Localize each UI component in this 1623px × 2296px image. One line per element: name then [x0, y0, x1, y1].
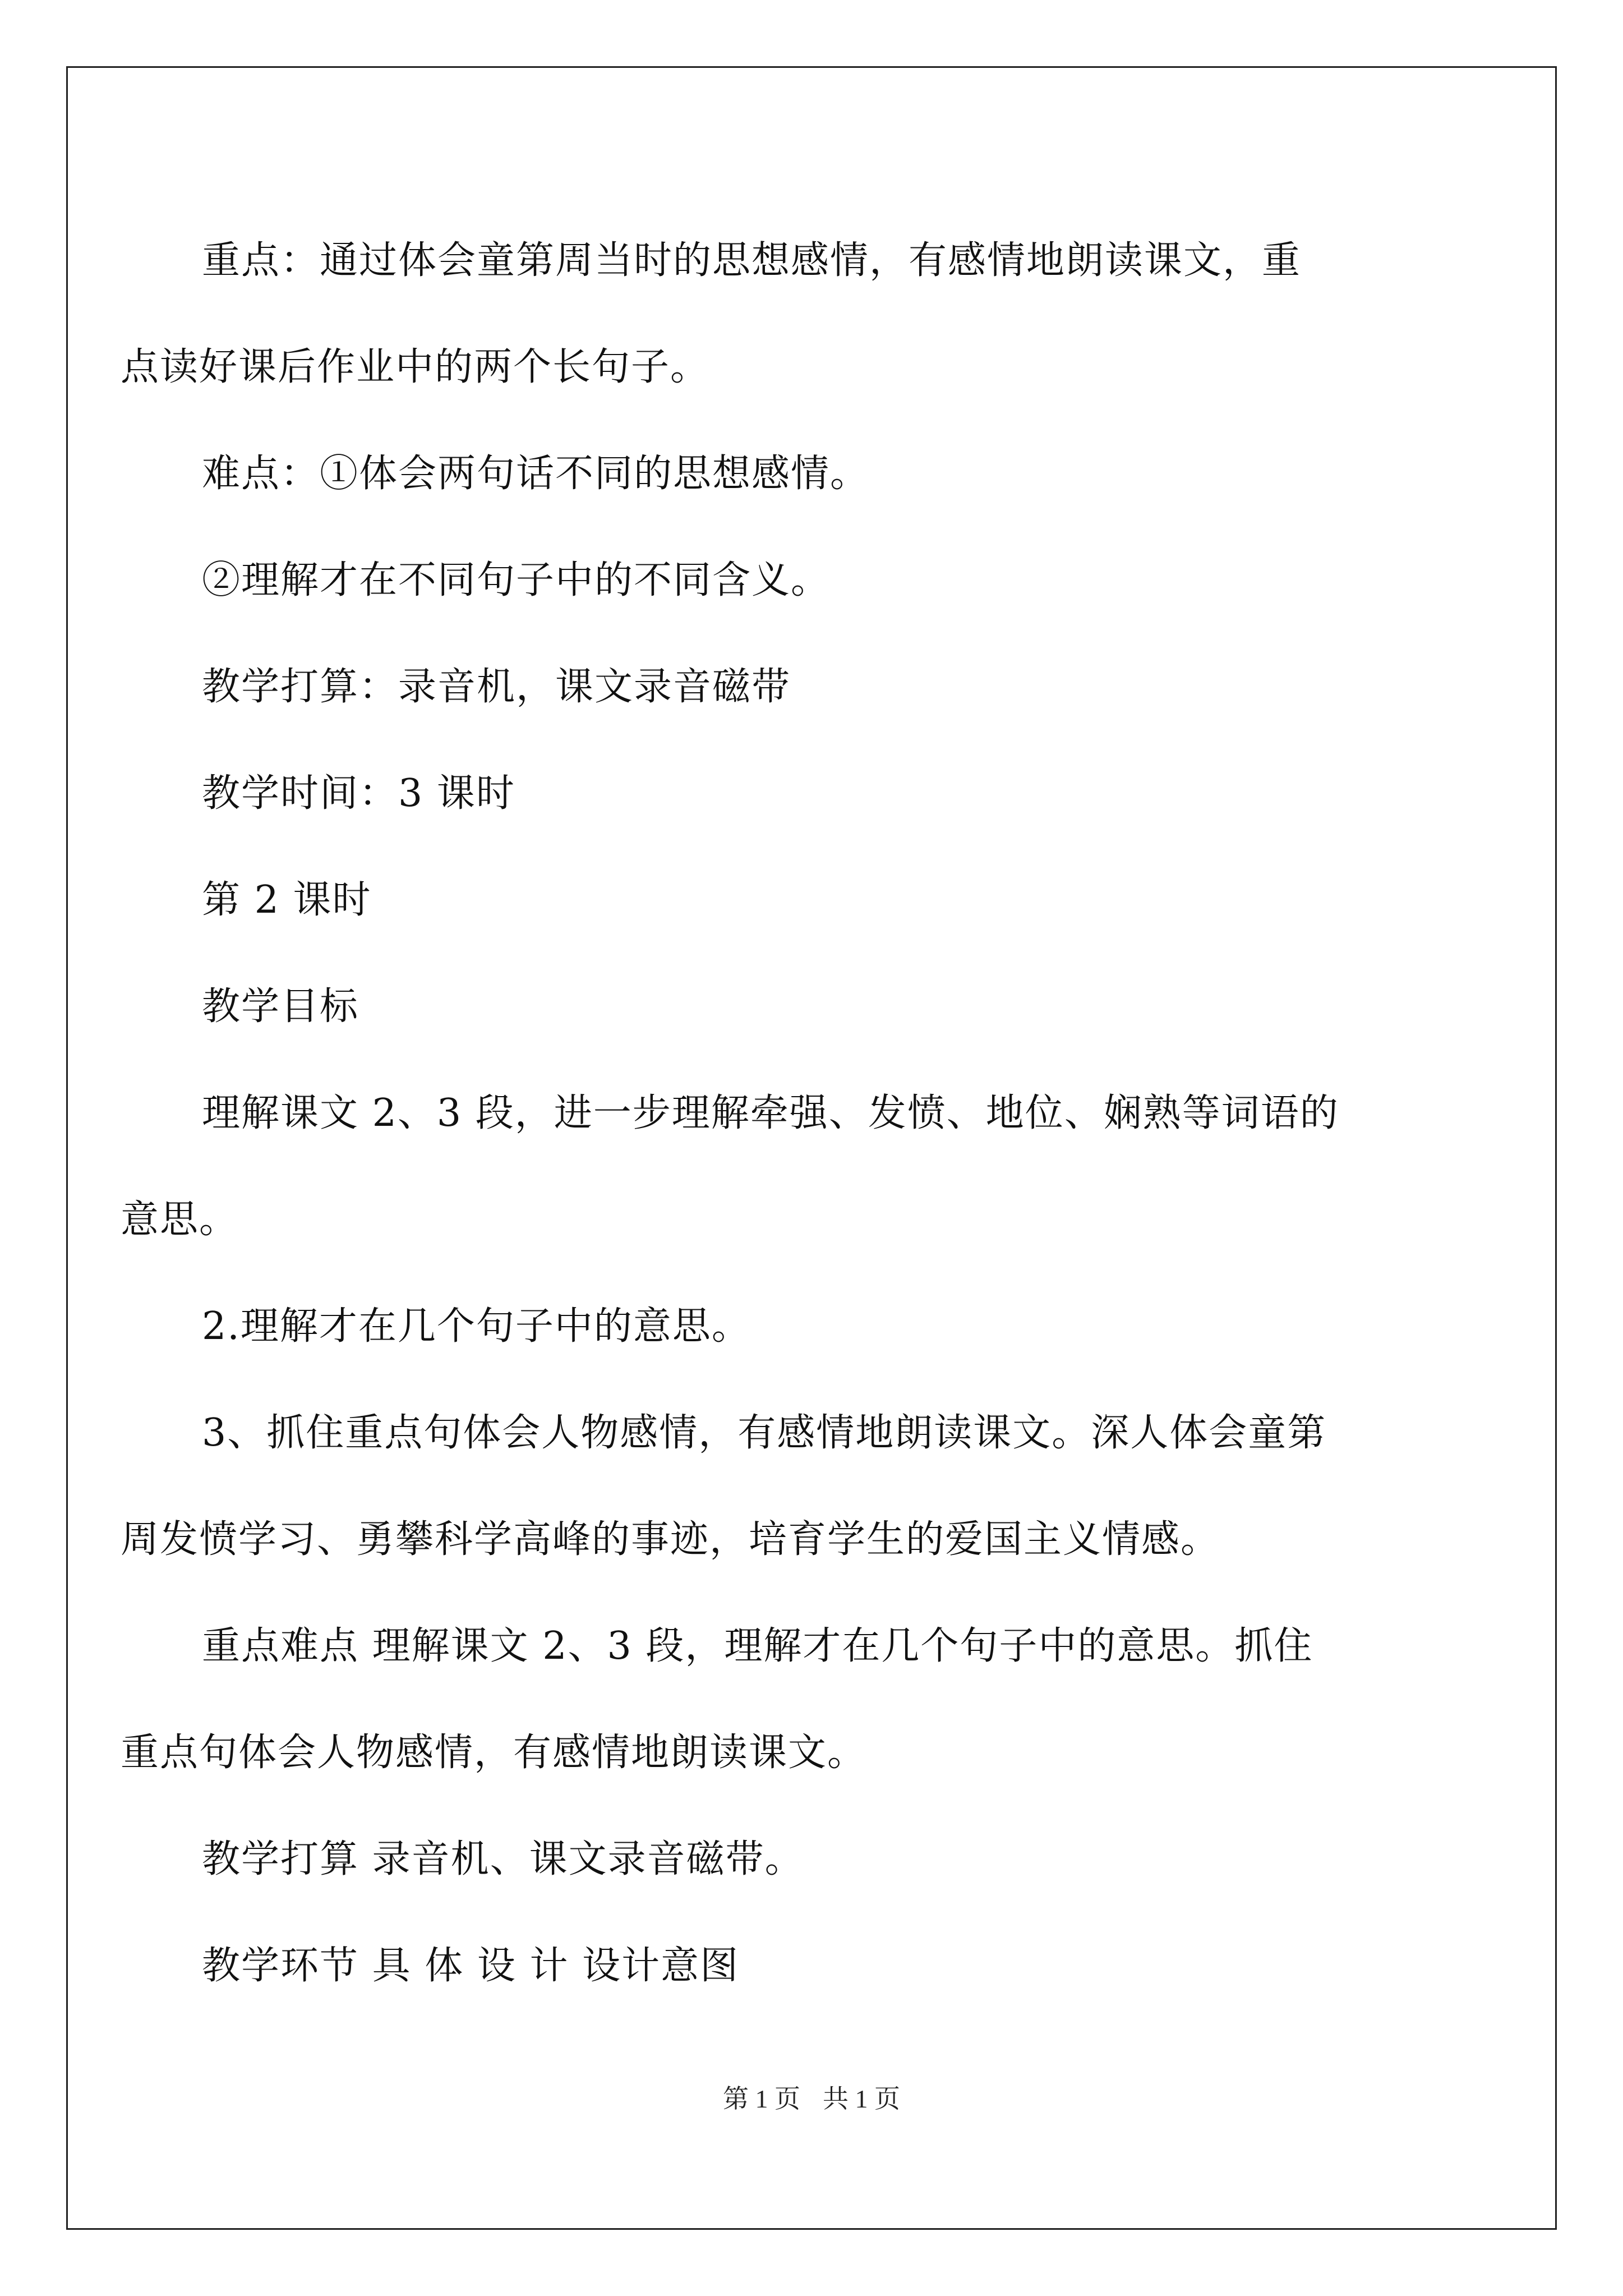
- paragraph-teaching-time: [202, 740, 1436, 847]
- page-number: 第 1 页: [723, 2085, 800, 2113]
- paragraph-teaching-goals-heading: [202, 954, 1436, 1060]
- paragraph-line: 教学打算 录音机、课文录音磁带。: [202, 1837, 804, 1881]
- paragraph-line: 教学环节 具 体 设 计 设计意图: [202, 1944, 740, 1988]
- paragraph-line: ②理解才在不同句子中的不同含义。: [202, 558, 831, 602]
- paragraph-line: 重点：通过体会童第周当时的思想感情，有感情地朗读课文，重: [202, 238, 1302, 283]
- paragraph-line: 重点句体会人物感情，有感情地朗读课文。: [121, 1731, 867, 1775]
- paragraph-goal-3: [121, 1380, 1436, 1593]
- page-total: 共 1 页: [823, 2085, 900, 2113]
- paragraph-line: 2.理解才在几个句子中的意思。: [202, 1304, 751, 1349]
- paragraph-goal-2: [202, 1273, 1436, 1380]
- paragraph-line: 难点：①体会两句话不同的思想感情。: [202, 452, 870, 496]
- paragraph-line: 理解课文 2、3 段，进一步理解牵强、发愤、地位、娴熟等词语的: [202, 1091, 1339, 1135]
- paragraph-teaching-prep-2: [202, 1806, 1436, 1913]
- paragraph-line: 周发愤学习、勇攀科学高峰的事迹，培育学生的爱国主义情感。: [121, 1517, 1220, 1562]
- paragraph-difficulty: [202, 421, 1436, 527]
- paragraph-difficulty-2: [202, 527, 1436, 634]
- paragraph-line: 教学时间：3 课时: [202, 771, 515, 816]
- paragraph-line: 教学打算：录音机，课文录音磁带: [202, 665, 791, 709]
- paragraph-lesson-number: [202, 847, 1436, 954]
- paragraph-teaching-steps: [202, 1913, 1436, 2019]
- paragraph-line: 3、抓住重点句体会人物感情，有感情地朗读课文。深人体会童第: [202, 1411, 1327, 1455]
- paragraph-line: 第 2 课时: [202, 878, 372, 922]
- paragraph-line: 重点难点 理解课文 2、3 段，理解才在几个句子中的意思。抓住: [202, 1624, 1313, 1668]
- paragraph-key-points: [121, 208, 1436, 421]
- paragraph-line: 点读好课后作业中的两个长句子。: [121, 345, 710, 389]
- paragraph-line: 意思。: [121, 1198, 239, 1242]
- paragraph-goal-1: [121, 1060, 1436, 1273]
- paragraph-teaching-prep: [202, 634, 1436, 740]
- paragraph-key-difficulties: [121, 1593, 1436, 1806]
- document-body: [121, 208, 1436, 2019]
- page-footer: [0, 2078, 1623, 2115]
- paragraph-line: 教学目标: [202, 984, 359, 1029]
